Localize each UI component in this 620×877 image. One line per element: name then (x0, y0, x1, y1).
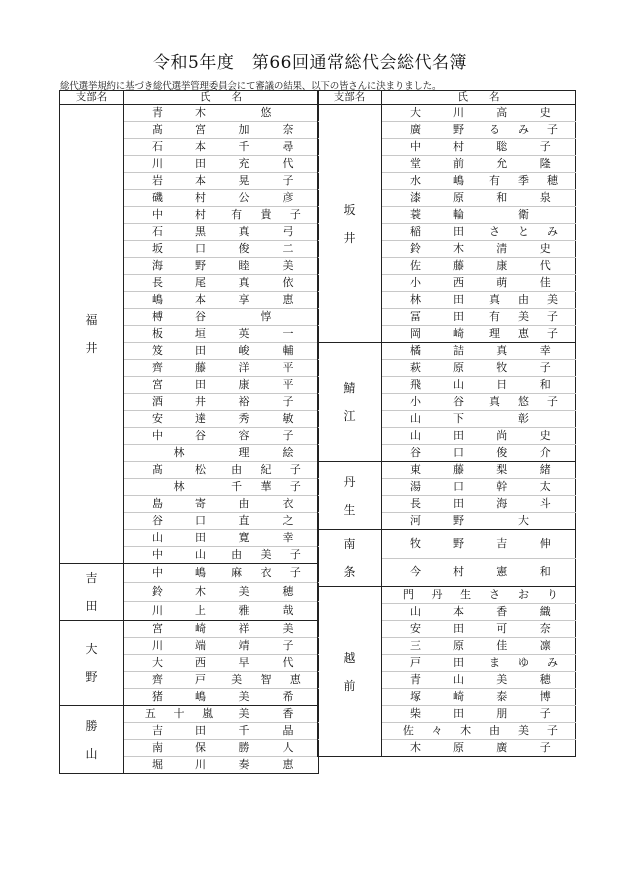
member-given-name: 靖 子 (238, 639, 294, 652)
member-surname: 佐 藤 (410, 259, 464, 272)
member-given-name: 悠 (260, 106, 272, 119)
member-surname: 鈴 木 (410, 242, 464, 255)
member-name (124, 462, 319, 479)
member-surname: 青 木 (152, 106, 206, 119)
member-surname: 廣 野 (410, 123, 464, 136)
member-name (124, 139, 319, 156)
member-given-name: 香 織 (496, 605, 551, 618)
member-name (382, 672, 576, 689)
member-surname: 鈴 木 (152, 585, 206, 598)
member-given-name: 有 季 穂 (489, 174, 558, 187)
member-given-name: 聡 子 (496, 140, 551, 153)
member-given-name: 有 貴 子 (231, 208, 301, 221)
member-given-name: 大 (518, 514, 529, 527)
member-given-name: 尚 史 (496, 429, 551, 442)
member-given-name: 美 智 恵 (231, 673, 301, 686)
branch-name: 吉 田 (60, 564, 124, 621)
member-given-name: 晃 子 (238, 174, 294, 187)
member-name (124, 428, 319, 445)
member-name (124, 377, 319, 394)
member-name (124, 258, 319, 275)
member-name (124, 445, 319, 462)
member-surname: 林 田 (410, 293, 464, 306)
member-surname: 塚 崎 (410, 690, 464, 703)
member-surname: 谷 口 (152, 514, 206, 527)
member-name (382, 638, 576, 655)
member-given-name: 可 奈 (496, 622, 551, 635)
member-given-name: 秀 敏 (238, 412, 294, 425)
member-name (124, 326, 319, 343)
member-name (382, 723, 576, 740)
member-name (124, 411, 319, 428)
member-given-name: 美 穂 (496, 673, 551, 686)
member-given-name: 加 奈 (238, 123, 294, 136)
member-surname: 山 田 (410, 429, 464, 442)
member-given-name: 真 弓 (238, 225, 294, 238)
member-given-name: 理 絵 (238, 446, 294, 459)
member-name (382, 241, 576, 258)
member-name (124, 173, 319, 190)
member-given-name: 佳 凛 (496, 639, 551, 652)
member-name (124, 672, 319, 689)
member-given-name: 早 代 (238, 656, 294, 669)
member-surname: 長 田 (410, 497, 464, 510)
member-given-name: 清 史 (496, 242, 551, 255)
branch-name: 坂 井 (318, 105, 382, 343)
member-name (124, 394, 319, 411)
member-surname: 水 嶋 (410, 174, 464, 187)
member-given-name: 憲 和 (496, 565, 551, 579)
member-surname: 中 村 (410, 140, 464, 153)
member-surname: 青 山 (410, 673, 464, 686)
member-surname: 山 本 (410, 605, 464, 618)
member-given-name: 千 尋 (238, 140, 294, 153)
member-name (124, 689, 319, 706)
member-given-name: 有 美 子 (489, 310, 558, 323)
member-surname: 東 藤 (410, 463, 464, 476)
table-row (318, 105, 576, 122)
member-given-name: 雅 哉 (238, 604, 294, 617)
member-given-name: 千 晶 (238, 724, 294, 737)
member-name (124, 530, 319, 547)
member-name (382, 360, 576, 377)
member-name (124, 564, 319, 583)
member-surname: 安 達 (152, 412, 206, 425)
member-given-name: 彰 (518, 412, 529, 425)
member-name (382, 479, 576, 496)
member-name (124, 224, 319, 241)
member-given-name: 洋 平 (238, 361, 294, 374)
member-given-name: さ と み (489, 225, 558, 238)
member-name (382, 156, 576, 173)
member-given-name: さ お り (489, 588, 558, 601)
header-name: 氏 名 (124, 91, 319, 105)
member-name (124, 207, 319, 224)
member-given-name: 理 恵 子 (489, 327, 558, 340)
member-name (382, 706, 576, 723)
member-surname: 海 野 (152, 259, 206, 272)
member-name (382, 224, 576, 241)
table-row (60, 105, 319, 122)
member-surname: 川 上 (152, 604, 206, 617)
member-given-name: 美 穂 (238, 585, 294, 598)
member-surname: 中 山 (152, 548, 206, 561)
member-surname: 宮 崎 (152, 622, 206, 635)
member-given-name: 裕 子 (238, 395, 294, 408)
header-name: 氏 名 (382, 91, 576, 105)
member-name (124, 547, 319, 564)
member-name (124, 309, 319, 326)
member-given-name: 吉 伸 (496, 536, 551, 550)
branch-name: 丹 生 (318, 462, 382, 530)
table-header-row (60, 91, 319, 105)
member-name (124, 292, 319, 309)
member-name (382, 190, 576, 207)
member-surname: 石 黒 (152, 225, 206, 238)
member-given-name: 真 依 (238, 276, 294, 289)
member-surname: 齊 戸 (152, 673, 206, 686)
member-surname: 宮 田 (152, 378, 206, 391)
member-name (124, 241, 319, 258)
member-surname: 稲 田 (410, 225, 464, 238)
member-surname: 川 端 (152, 639, 206, 652)
member-given-name: 萌 佳 (496, 276, 551, 289)
member-name (124, 655, 319, 672)
member-surname: 谷 口 (410, 446, 464, 459)
member-surname: 小 西 (410, 276, 464, 289)
member-given-name: 幹 太 (496, 480, 551, 493)
member-given-name: ま ゆ み (489, 656, 558, 669)
member-given-name: 容 子 (238, 429, 294, 442)
member-given-name: 祥 美 (238, 622, 294, 635)
member-given-name: 美 希 (238, 690, 294, 703)
member-surname: 髙 松 (152, 463, 206, 476)
member-name (382, 462, 576, 479)
member-surname: 安 田 (410, 622, 464, 635)
member-name (382, 587, 576, 604)
member-surname: 萩 原 (410, 361, 464, 374)
member-name (382, 530, 576, 559)
table-row (318, 343, 576, 360)
header-branch: 支部名 (318, 91, 382, 105)
member-name (124, 479, 319, 496)
member-surname: 髙 宮 (152, 123, 206, 136)
member-name (382, 309, 576, 326)
member-surname: 板 垣 (152, 327, 206, 340)
member-surname: 中 谷 (152, 429, 206, 442)
member-given-name: 高 史 (496, 106, 551, 119)
member-surname: 岡 崎 (410, 327, 464, 340)
member-surname: 堀 川 (152, 758, 206, 771)
member-surname: 門 丹 生 (402, 588, 472, 601)
member-given-name: 日 和 (496, 378, 551, 391)
member-surname: 酒 井 (152, 395, 206, 408)
member-given-name: 由 紀 子 (231, 463, 301, 476)
member-given-name: 泰 博 (496, 690, 551, 703)
member-given-name: 真 悠 子 (489, 395, 558, 408)
member-surname: 河 野 (410, 514, 464, 527)
member-name (124, 638, 319, 655)
member-name (382, 513, 576, 530)
table-row (60, 621, 319, 638)
branch-name: 鯖 江 (318, 343, 382, 462)
member-given-name: 勝 人 (238, 741, 294, 754)
member-surname: 木 原 (410, 741, 464, 754)
member-given-name: 衛 (518, 208, 529, 221)
member-surname: 坂 口 (152, 242, 206, 255)
member-name (124, 513, 319, 530)
member-given-name: 和 泉 (496, 191, 551, 204)
member-name (124, 275, 319, 292)
member-name (382, 326, 576, 343)
member-surname: 林 (173, 480, 185, 493)
selection-note: 総代選挙規約に基づき総代選挙管理委員会にて審議の結果、以下の皆さんに決まりました。 (60, 81, 442, 92)
member-given-name: 惇 (260, 310, 272, 323)
member-surname: 南 保 (152, 741, 206, 754)
member-name (382, 740, 576, 757)
member-name (124, 496, 319, 513)
member-surname: 岩 本 (152, 174, 206, 187)
member-name (382, 428, 576, 445)
member-surname: 山 下 (410, 412, 464, 425)
member-name (124, 343, 319, 360)
member-surname: 長 尾 (152, 276, 206, 289)
member-name (382, 655, 576, 672)
member-given-name: 牧 子 (496, 361, 551, 374)
member-name (382, 411, 576, 428)
member-given-name: 美 香 (238, 707, 294, 720)
member-surname: 漆 原 (410, 191, 464, 204)
member-surname: 蓑 輪 (410, 208, 464, 221)
branch-name: 大 野 (60, 621, 124, 706)
member-given-name: 充 代 (238, 157, 294, 170)
branch-name: 福 井 (60, 105, 124, 564)
member-surname: 島 寄 (152, 497, 206, 510)
member-surname: 冨 田 (410, 310, 464, 323)
member-name (124, 360, 319, 377)
member-surname: 磯 村 (152, 191, 206, 204)
member-name (124, 602, 319, 621)
member-name (382, 558, 576, 587)
member-given-name: 直 之 (238, 514, 294, 527)
member-given-name: 梨 緒 (496, 463, 551, 476)
member-given-name: 廣 子 (496, 741, 551, 754)
member-surname: 大 西 (152, 656, 206, 669)
member-surname: 嶋 本 (152, 293, 206, 306)
member-surname: 橘 詰 (410, 344, 464, 357)
member-name (382, 292, 576, 309)
member-name (124, 190, 319, 207)
member-surname: 齊 藤 (152, 361, 206, 374)
branch-name: 越 前 (318, 587, 382, 757)
member-surname: 三 原 (410, 639, 464, 652)
member-surname: 猪 嶋 (152, 690, 206, 703)
member-name (124, 723, 319, 740)
member-given-name: 真 幸 (496, 344, 551, 357)
member-surname: 五 十 嵐 (144, 707, 214, 720)
member-surname: 牧 野 (410, 536, 464, 550)
member-surname: 石 本 (152, 140, 206, 153)
member-given-name: 海 斗 (496, 497, 551, 510)
member-name (382, 377, 576, 394)
member-surname: 吉 田 (152, 724, 206, 737)
page-title: 令和5年度 第66回通常総代会総代名簿 (153, 53, 467, 73)
member-surname: 小 谷 (410, 395, 464, 408)
member-name (382, 207, 576, 224)
member-surname: 柴 田 (410, 707, 464, 720)
member-surname: 大 川 (410, 106, 464, 119)
table-row (60, 564, 319, 583)
member-surname: 林 (173, 446, 185, 459)
member-name (382, 105, 576, 122)
member-given-name: 睦 美 (238, 259, 294, 272)
table-row (318, 462, 576, 479)
roster-table-left (59, 90, 319, 774)
member-name (382, 122, 576, 139)
member-name (124, 706, 319, 723)
member-name (382, 343, 576, 360)
member-given-name: 康 平 (238, 378, 294, 391)
branch-name: 南 条 (318, 530, 382, 587)
member-name (124, 621, 319, 638)
member-surname: 堂 前 (410, 157, 464, 170)
roster-table-right (317, 90, 576, 757)
member-given-name: 朋 子 (496, 707, 551, 720)
member-name (382, 275, 576, 292)
table-row (60, 706, 319, 723)
member-surname: 湯 口 (410, 480, 464, 493)
table-row (318, 587, 576, 604)
member-given-name: 英 一 (238, 327, 294, 340)
member-name (382, 689, 576, 706)
member-surname: 山 田 (152, 531, 206, 544)
member-given-name: 享 恵 (238, 293, 294, 306)
member-surname: 川 田 (152, 157, 206, 170)
header-branch: 支部名 (60, 91, 124, 105)
member-name (382, 258, 576, 275)
member-name (382, 445, 576, 462)
member-surname: 榑 谷 (152, 310, 206, 323)
member-surname: 中 嶋 (152, 566, 206, 579)
member-given-name: 康 代 (496, 259, 551, 272)
member-name (124, 757, 319, 774)
member-given-name: 奏 恵 (238, 758, 294, 771)
member-given-name: る み 子 (489, 123, 558, 136)
member-surname: 戸 田 (410, 656, 464, 669)
member-name (382, 496, 576, 513)
member-given-name: 允 隆 (496, 157, 551, 170)
member-name (124, 583, 319, 602)
member-given-name: 由 美 子 (489, 724, 558, 737)
table-header-row (318, 91, 576, 105)
member-surname: 飛 山 (410, 378, 464, 391)
member-given-name: 俊 二 (238, 242, 294, 255)
member-given-name: 麻 衣 子 (231, 566, 301, 579)
member-given-name: 真 由 美 (489, 293, 558, 306)
member-surname: 佐 々 木 (402, 724, 472, 737)
member-given-name: 峻 輔 (238, 344, 294, 357)
member-name (382, 621, 576, 638)
member-surname: 笈 田 (152, 344, 206, 357)
member-name (382, 173, 576, 190)
member-name (124, 122, 319, 139)
member-given-name: 俊 介 (496, 446, 551, 459)
member-given-name: 由 衣 (238, 497, 294, 510)
member-given-name: 由 美 子 (231, 548, 301, 561)
member-name (124, 740, 319, 757)
branch-name: 勝 山 (60, 706, 124, 774)
table-row (318, 530, 576, 559)
member-name (382, 139, 576, 156)
member-name (124, 105, 319, 122)
member-name (382, 394, 576, 411)
member-name (382, 604, 576, 621)
member-name (124, 156, 319, 173)
member-given-name: 寛 幸 (238, 531, 294, 544)
member-given-name: 千 華 子 (231, 480, 301, 493)
member-given-name: 公 彦 (238, 191, 294, 204)
member-surname: 中 村 (152, 208, 206, 221)
member-surname: 今 村 (410, 565, 464, 579)
